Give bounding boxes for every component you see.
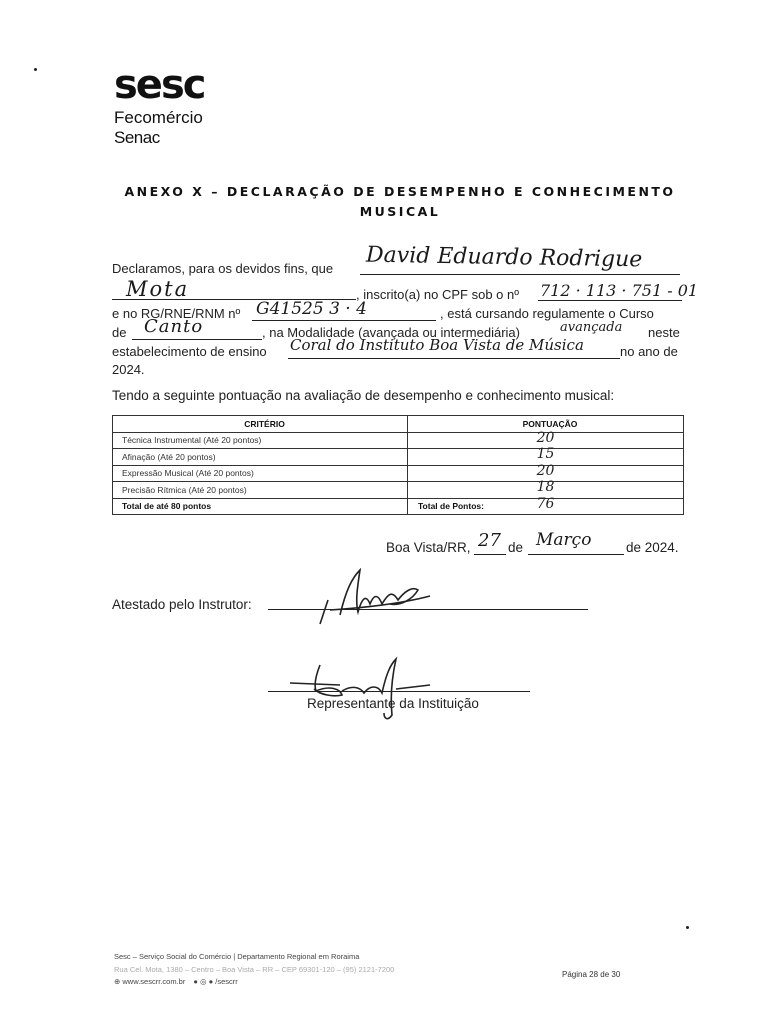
curso-line: [132, 337, 262, 340]
footer-website-row: [114, 977, 238, 986]
score-table: [112, 415, 684, 515]
institution-label: Representante da Instituição: [307, 696, 479, 711]
declaration-intro: Declaramos, para os devidos fins, que: [112, 261, 334, 276]
estabelecimento-handwritten: Coral do Instituto Boa Vista de Música: [290, 336, 584, 354]
institution-signature: [280, 655, 460, 735]
total-handwritten: 76: [536, 495, 555, 512]
footer-address: Rua Cel. Mota, 1380 – Centro – Boa Vista – RR – CEP 69301-120 – (95) 2121-7200: [114, 965, 395, 974]
criterion-cell: Afinação (Até 20 pontos): [113, 449, 408, 466]
page-number: Página 28 de 30: [562, 970, 621, 979]
fecomercio-logo: Fecomércio: [114, 108, 203, 127]
criterion-cell: Técnica Instrumental (Até 20 pontos): [113, 432, 408, 449]
day-handwritten: 27: [478, 530, 501, 551]
senac-logo: Senac: [114, 128, 160, 147]
student-surname-handwritten: Mota: [126, 277, 190, 301]
name-line: [360, 272, 680, 275]
curso-label: , está cursando regulamente o Curso: [440, 306, 654, 321]
score-handwritten: 15: [536, 446, 555, 462]
document-title-line2: MUSICAL: [359, 204, 441, 219]
instructor-label: Atestado pelo Instrutor:: [112, 597, 252, 612]
globe-icon: ⊕: [114, 977, 121, 986]
ano-label: no ano de: [620, 344, 678, 359]
score-header: PONTUAÇÃO: [408, 416, 684, 433]
social-icons: ● ◎ ●: [193, 977, 214, 986]
year-text: 2024.: [112, 362, 145, 377]
total-points-label: Total de Pontos:: [418, 501, 484, 512]
date-place: Boa Vista/RR,: [386, 540, 471, 555]
sesc-logo: sesc: [114, 62, 205, 108]
criterion-header: CRITÉRIO: [113, 416, 408, 433]
cpf-label: , inscrito(a) no CPF sob o nº: [356, 287, 519, 302]
scan-speck: [686, 926, 689, 929]
estabelecimento-label: estabelecimento de ensino: [112, 344, 267, 359]
instructor-signature: [300, 560, 450, 640]
score-intro: Tendo a seguinte pontuação na avaliação de desempenho e conhecimento musical:: [112, 388, 615, 403]
date-de-2: de 2024.: [626, 540, 679, 555]
score-handwritten: 20: [536, 429, 555, 446]
de-label: de: [112, 325, 127, 340]
cpf-handwritten: 712 · 113 · 751 - 01: [540, 281, 699, 300]
rg-handwritten: G41525 3 · 4: [256, 299, 367, 319]
footer-website: www.sescrr.com.br: [122, 977, 186, 986]
curso-handwritten: Canto: [144, 316, 204, 337]
neste-label: neste: [648, 325, 680, 340]
date-de-1: de: [508, 540, 524, 555]
month-line: [528, 552, 624, 555]
total-cell: [408, 495, 684, 515]
score-handwritten: 20: [536, 462, 555, 479]
day-line: [474, 552, 506, 555]
month-handwritten: Março: [536, 530, 592, 550]
rg-label: e no RG/RNE/RNM nº: [112, 306, 241, 321]
modalidade-label: , na Modalidade (avançada ou intermediária): [262, 325, 520, 340]
table-total-row: [113, 498, 684, 515]
modalidade-handwritten: avançada: [560, 320, 623, 335]
estabelecimento-line: [288, 356, 620, 359]
criterion-cell: Precisão Rítmica (Até 20 pontos): [113, 482, 408, 499]
scan-speck: [34, 68, 37, 71]
total-label: Total de até 80 pontos: [113, 498, 408, 515]
criterion-cell: Expressão Musical (Até 20 pontos): [113, 465, 408, 482]
footer-social: /sescrr: [215, 977, 238, 986]
footer-org: Sesc – Serviço Social do Comércio | Departamento Regional em Roraima: [114, 952, 360, 961]
student-name-handwritten: David Eduardo Rodrigue: [365, 242, 643, 273]
document-title-line1: ANEXO X – DECLARAÇÃO DE DESEMPENHO E CONHECIMENTO: [124, 184, 676, 199]
score-handwritten: 18: [536, 479, 555, 495]
